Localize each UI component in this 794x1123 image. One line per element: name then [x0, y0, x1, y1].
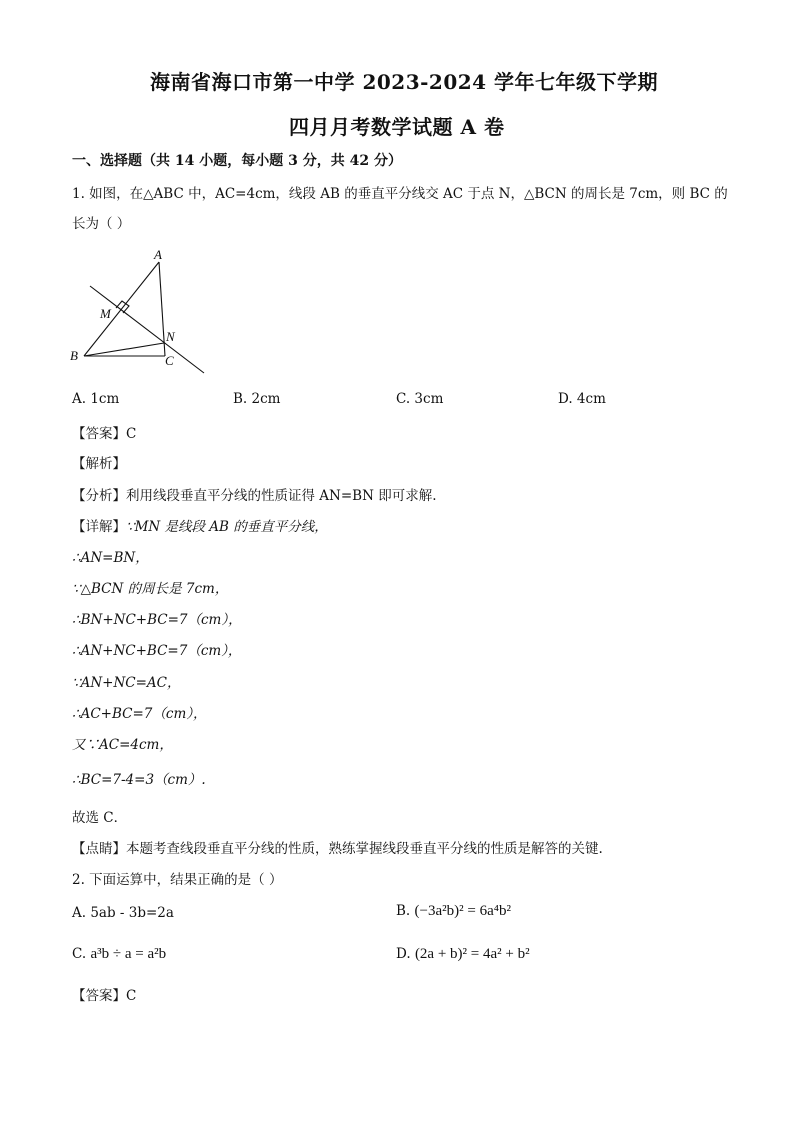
math-expression: (2a + b)² = 4a² + b²: [414, 946, 530, 962]
xiangjie-tag: 【详解】: [72, 519, 126, 535]
segment-bn: [84, 343, 164, 356]
label-c: C: [165, 353, 174, 368]
fenxi-text: 利用线段垂直平分线的性质证得 AN=BN 即可求解.: [126, 488, 437, 504]
q1-option-a: A. 1cm: [72, 391, 120, 407]
label-n: N: [166, 329, 175, 344]
option-label: D.: [396, 946, 411, 962]
q1-xiangjie: [72, 515, 328, 535]
label-m: M: [100, 306, 111, 321]
option-label: C.: [72, 946, 87, 962]
q1-triangle-figure: [66, 246, 211, 376]
solution-step: ∴AC+BC=7（cm），: [72, 706, 207, 722]
perpendicular-bisector-line: [90, 286, 204, 373]
q1-analysis-tag: 【解析】: [72, 456, 126, 472]
solution-step: ∵AN+NC=AC，: [72, 675, 181, 691]
q2-answer: [72, 984, 136, 1004]
math-expression: (−3a²b)² = 6a⁴b²: [414, 903, 511, 919]
solution-step: ∵△BCN 的周长是 7cm，: [72, 581, 229, 597]
fenxi-tag: 【分析】: [72, 488, 126, 504]
label-a: A: [154, 247, 162, 262]
q1-dianjing: [72, 837, 603, 857]
q1-option-d: D. 4cm: [558, 391, 606, 407]
doc-title-line2: 四月月考数学试题 A 卷: [289, 115, 505, 139]
q2-option-b: [396, 903, 511, 920]
q1-conclusion: 故选 C．: [72, 810, 128, 826]
option-label: B.: [396, 903, 411, 919]
doc-title-line1: 海南省海口市第一中学 2023-2024 学年七年级下学期: [150, 70, 659, 94]
section-heading: 一、选择题（共 14 小题，每小题 3 分，共 42 分）: [72, 153, 402, 169]
dianjing-text: 本题考查线段垂直平分线的性质，熟练掌握线段垂直平分线的性质是解答的关键.: [126, 841, 603, 857]
solution-step: ∵MN 是线段 AB 的垂直平分线，: [126, 519, 328, 535]
segment-ab: [84, 262, 159, 356]
solution-step: ∴AN=BN，: [72, 550, 149, 566]
q1-answer: [72, 422, 136, 442]
solution-step: ∴AN+NC+BC=7（cm），: [72, 643, 242, 659]
q2-option-a: A. 5ab - 3b=2a: [72, 905, 174, 921]
q1-option-c: C. 3cm: [396, 391, 444, 407]
q1-stem-line1: 1. 如图，在△ABC 中，AC=4cm，线段 AB 的垂直平分线交 AC 于点 N，△BCN 的周长是 7cm，则 BC 的: [72, 186, 728, 202]
solution-step: 又∵AC=4cm，: [72, 737, 173, 753]
answer-value: C: [126, 426, 137, 442]
dianjing-tag: 【点睛】: [72, 841, 126, 857]
label-b: B: [70, 348, 78, 363]
answer-tag: 【答案】: [72, 426, 126, 442]
answer-tag: 【答案】: [72, 988, 126, 1004]
solution-step: ∴BN+NC+BC=7（cm），: [72, 612, 242, 628]
q2-option-c: [72, 946, 166, 963]
q1-fenxi: [72, 484, 436, 504]
q2-stem: 2. 下面运算中，结果正确的是（ ）: [72, 872, 283, 888]
q1-stem-line2: 长为（ ）: [72, 216, 131, 232]
q2-option-d: [396, 946, 530, 963]
q1-option-b: B. 2cm: [233, 391, 281, 407]
answer-value: C: [126, 988, 137, 1004]
math-expression: a³b ÷ a = a²b: [90, 946, 167, 962]
solution-step: ∴BC=7-4=3（cm）.: [72, 772, 206, 788]
